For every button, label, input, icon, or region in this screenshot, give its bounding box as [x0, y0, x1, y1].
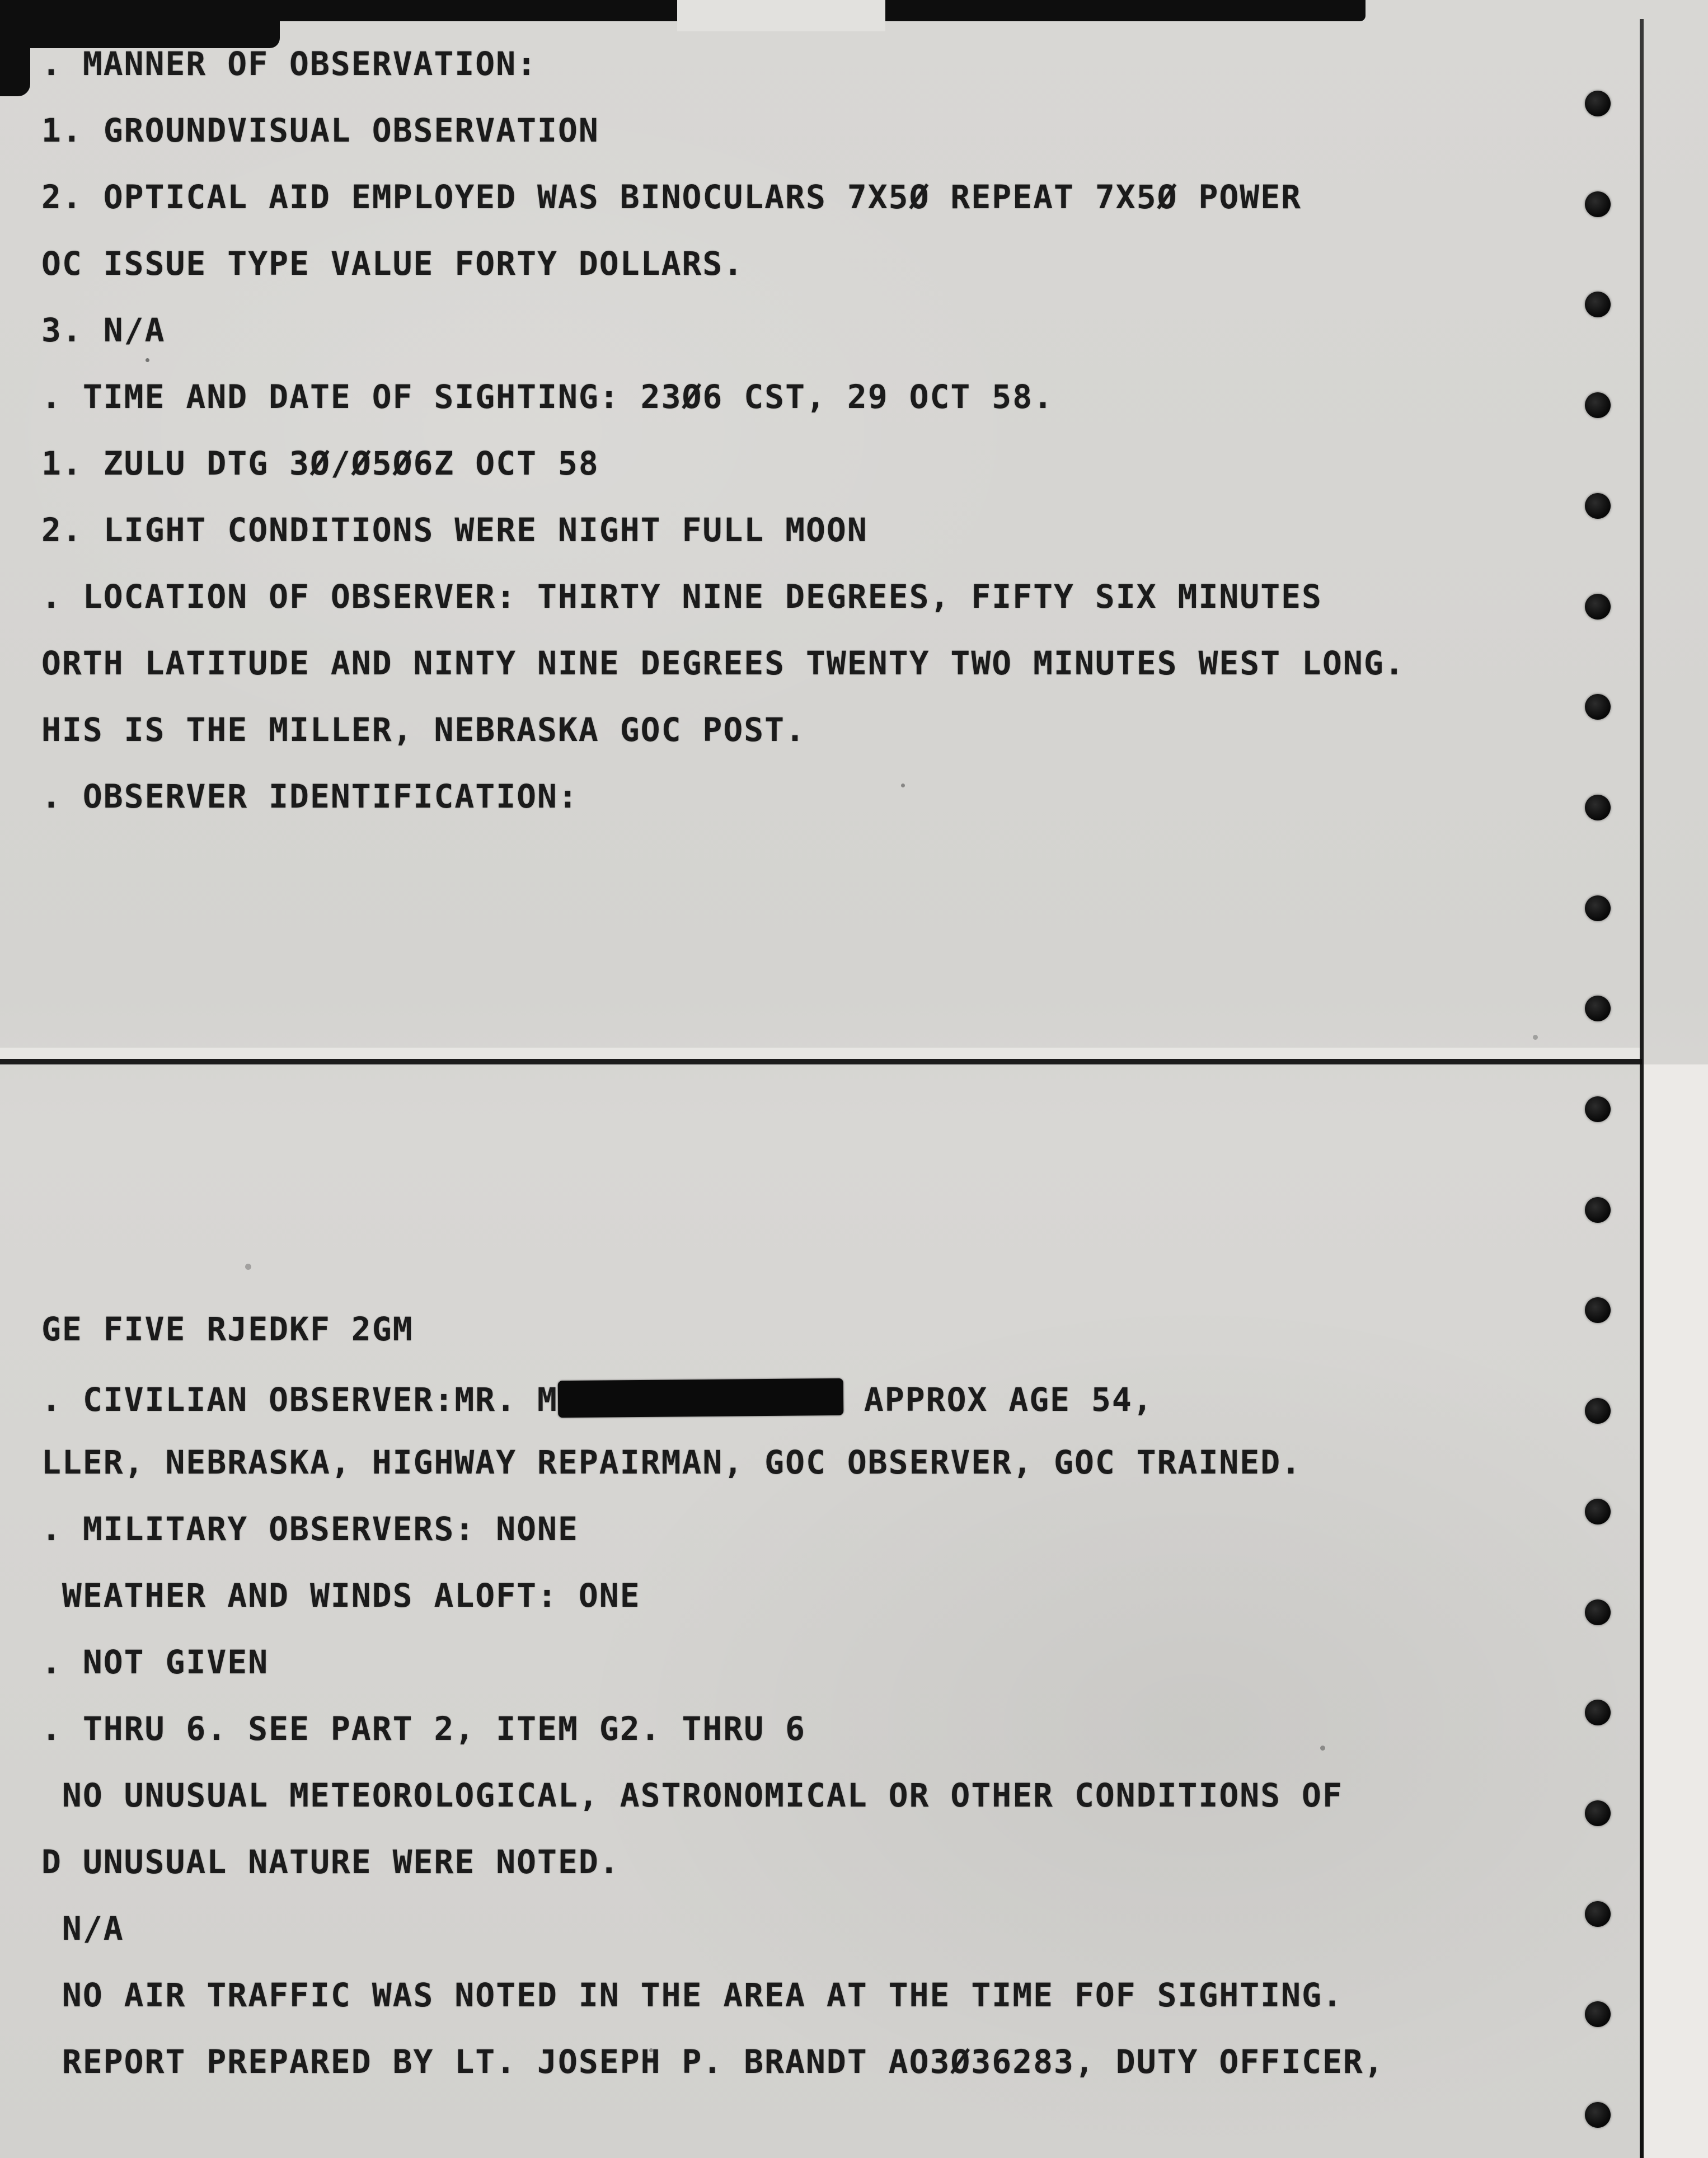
punch-hole [1585, 1096, 1611, 1122]
document-line: . OBSERVER IDENTIFICATION: [41, 777, 579, 815]
punch-hole [1585, 1197, 1611, 1223]
document-line: . THRU 6. SEE PART 2, ITEM G2. THRU 6 [41, 1710, 806, 1748]
document-text-segment: APPROX AGE 54, [843, 1381, 1153, 1419]
document-line: 2. OPTICAL AID EMPLOYED WAS BINOCULARS 7X5Ø REPEAT 7X5Ø POWER [41, 178, 1302, 216]
punch-hole [1585, 895, 1611, 921]
scan-speckles [146, 358, 149, 362]
document-line: NO UNUSUAL METEOROLOGICAL, ASTRONOMICAL OR OTHER CONDITIONS OF [41, 1776, 1343, 1814]
punch-hole [1585, 1800, 1611, 1826]
document-line: N/A [41, 1910, 124, 1948]
punch-hole [1585, 795, 1611, 820]
document-line: 1. GROUNDVISUAL OBSERVATION [41, 111, 599, 149]
punch-hole [1585, 594, 1611, 620]
punch-hole [1585, 996, 1611, 1021]
document-line: LLER, NEBRASKA, HIGHWAY REPAIRMAN, GOC OBSERVER, GOC TRAINED. [41, 1443, 1302, 1481]
document-line: . MILITARY OBSERVERS: NONE [41, 1510, 579, 1548]
document-line: 3. N/A [41, 311, 166, 349]
document-line: . LOCATION OF OBSERVER: THIRTY NINE DEGREES, FIFTY SIX MINUTES [41, 578, 1322, 616]
punch-hole [1585, 1297, 1611, 1323]
document-line: NO AIR TRAFFIC WAS NOTED IN THE AREA AT THE TIME FOF SIGHTING. [41, 1976, 1343, 2014]
document-line: . TIME AND DATE OF SIGHTING: 23Ø6 CST, 29 OCT 58. [41, 378, 1054, 416]
punch-hole [1585, 1398, 1611, 1424]
punch-hole [1585, 2102, 1611, 2128]
punch-hole [1585, 91, 1611, 116]
punch-hole [1585, 694, 1611, 720]
document-line: 2. LIGHT CONDITIONS WERE NIGHT FULL MOON [41, 511, 868, 549]
document-line: REPORT PREPARED BY LT. JOSEPH P. BRANDT AO3Ø36283, DUTY OFFICER, [41, 2043, 1385, 2081]
document-line: 1. ZULU DTG 3Ø/Ø5Ø6Z OCT 58 [41, 444, 599, 482]
document-line: WEATHER AND WINDS ALOFT: ONE [41, 1577, 641, 1615]
punch-hole [1585, 392, 1611, 418]
punch-hole [1585, 1901, 1611, 1927]
document-line: ORTH LATITUDE AND NINTY NINE DEGREES TWENTY TWO MINUTES WEST LONG. [41, 644, 1405, 682]
document-line: . MANNER OF OBSERVATION: [41, 45, 538, 83]
document-line: . NOT GIVEN [41, 1643, 269, 1681]
punch-hole [1585, 1700, 1611, 1725]
punch-hole [1585, 2001, 1611, 2027]
punch-hole [1585, 191, 1611, 217]
document-line: OC ISSUE TYPE VALUE FORTY DOLLARS. [41, 245, 744, 283]
punch-hole [1585, 292, 1611, 317]
document-line: HIS IS THE MILLER, NEBRASKA GOC POST. [41, 711, 806, 749]
document-text-segment: . CIVILIAN OBSERVER:MR. M [41, 1381, 558, 1419]
punch-hole [1585, 1499, 1611, 1524]
punch-hole [1585, 493, 1611, 519]
document-line: D UNUSUAL NATURE WERE NOTED. [41, 1843, 620, 1881]
document-line: GE FIVE RJEDKF 2GM [41, 1310, 414, 1348]
punch-hole [1585, 1599, 1611, 1625]
